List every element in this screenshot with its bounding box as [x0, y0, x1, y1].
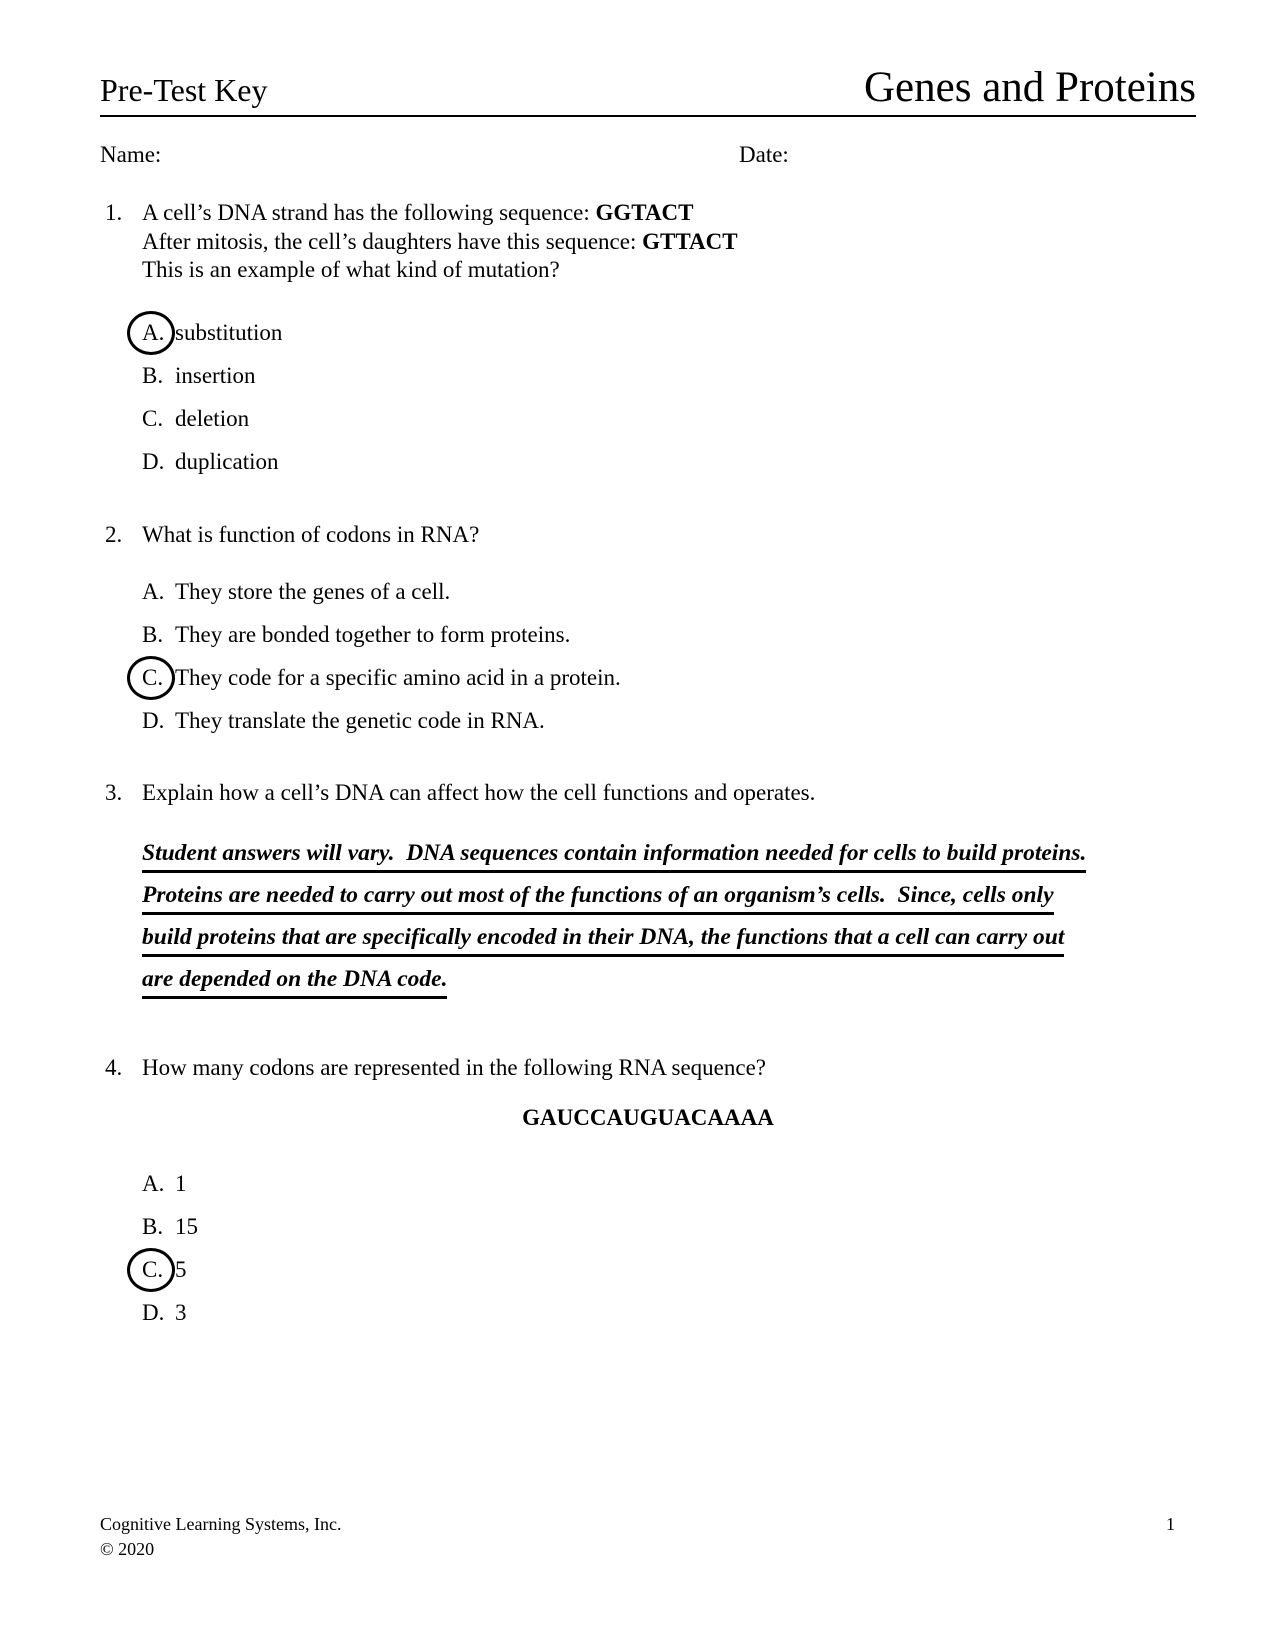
header: [100, 64, 1196, 117]
option-text: deletion: [175, 405, 250, 431]
option-row-q2-d: [100, 707, 1196, 735]
question-3-written-answer: [100, 832, 1196, 1000]
option-text: They are bonded together to form proteins.: [175, 622, 571, 648]
option-letter: B.: [142, 622, 164, 648]
answer-circle-q1: [127, 311, 175, 355]
question-1-number: 1.: [105, 200, 123, 226]
option-row-q1-d: [100, 448, 1196, 476]
option-letter: A.: [142, 579, 165, 605]
dna-sequence-mutated: GTTACT: [642, 228, 738, 254]
option-text: substitution: [175, 319, 283, 345]
question-4-number: 4.: [105, 1054, 123, 1080]
unit-title: Genes and Proteins: [864, 64, 1196, 111]
question-2-options: [100, 578, 1196, 735]
option-text: They store the genes of a cell.: [175, 579, 451, 605]
option-letter: B.: [142, 1214, 164, 1240]
question-2-number: 2.: [105, 521, 123, 547]
date-label: Date:: [739, 142, 789, 168]
option-text: They code for a specific amino acid in a protein.: [175, 665, 621, 691]
question-4: [100, 1054, 1196, 1083]
option-row-q4-d: [100, 1299, 1196, 1327]
option-letter: D.: [142, 1300, 165, 1326]
answer-line-3: build proteins that are specifically encoded in their DNA, the functions that a cell can carry out: [142, 924, 1064, 957]
option-text: 1: [175, 1171, 187, 1197]
footer-copyright: © 2020: [100, 1539, 155, 1559]
option-row-q2-a: [100, 578, 1196, 606]
question-1: [100, 199, 1196, 285]
option-text: 5: [175, 1257, 187, 1283]
option-row-q1-b: [100, 362, 1196, 390]
question-3-text: Explain how a cell’s DNA can affect how the cell functions and operates.: [142, 780, 816, 806]
option-letter: A.: [142, 1171, 165, 1197]
option-letter: C.: [142, 1257, 164, 1283]
dna-sequence-original: GGTACT: [595, 200, 694, 226]
option-text: 3: [175, 1300, 187, 1326]
option-row-q4-a: [100, 1170, 1196, 1198]
rna-sequence: GAUCCAUGUACAAAA: [522, 1105, 774, 1131]
option-letter: D.: [142, 448, 165, 474]
question-2-text: What is function of codons in RNA?: [142, 521, 480, 547]
question-1-text: A cell’s DNA strand has the following sequence: GGTACT After mitosis, the cell’s daughters have this sequence: GTTACT This is an example of what kind of mutation?: [142, 200, 738, 283]
option-text: duplication: [175, 448, 279, 474]
question-4-text: How many codons are represented in the following RNA sequence?: [142, 1054, 767, 1080]
option-letter: A.: [142, 319, 165, 345]
page-number: 1: [1166, 1514, 1175, 1534]
option-letter: C.: [142, 405, 164, 431]
option-letter: C.: [142, 665, 164, 691]
question-4-options: [100, 1170, 1196, 1327]
document-title: Pre-Test Key: [100, 72, 268, 108]
option-text: They translate the genetic code in RNA.: [175, 708, 545, 734]
question-2: [100, 521, 1196, 550]
option-row-q2-b: [100, 621, 1196, 649]
footer-company: Cognitive Learning Systems, Inc.: [100, 1514, 342, 1534]
option-letter: D.: [142, 708, 165, 734]
name-label: Name:: [100, 142, 162, 168]
name-date-row: [100, 141, 1196, 169]
option-text: 15: [175, 1214, 198, 1240]
answer-line-4: are depended on the DNA code.: [142, 966, 447, 999]
answer-circle-q2: [127, 656, 175, 700]
answer-line-2: Proteins are needed to carry out most of the functions of an organism’s cells. Since, cells only: [142, 882, 1054, 915]
answer-circle-q4: [127, 1248, 175, 1292]
answer-line-1: Student answers will vary. DNA sequences contain information needed for cells to build proteins.: [142, 840, 1086, 873]
option-row-q1-c: [100, 405, 1196, 433]
question-1-options: [100, 319, 1196, 476]
question-3-number: 3.: [105, 780, 123, 806]
option-row-q2-c: [100, 664, 1196, 692]
option-letter: B.: [142, 362, 164, 388]
footer: [100, 1512, 341, 1562]
option-text: insertion: [175, 362, 256, 388]
option-row-q4-b: [100, 1213, 1196, 1241]
question-3: [100, 779, 1196, 808]
option-row-q1-a: [100, 319, 1196, 347]
option-row-q4-c: [100, 1256, 1196, 1284]
